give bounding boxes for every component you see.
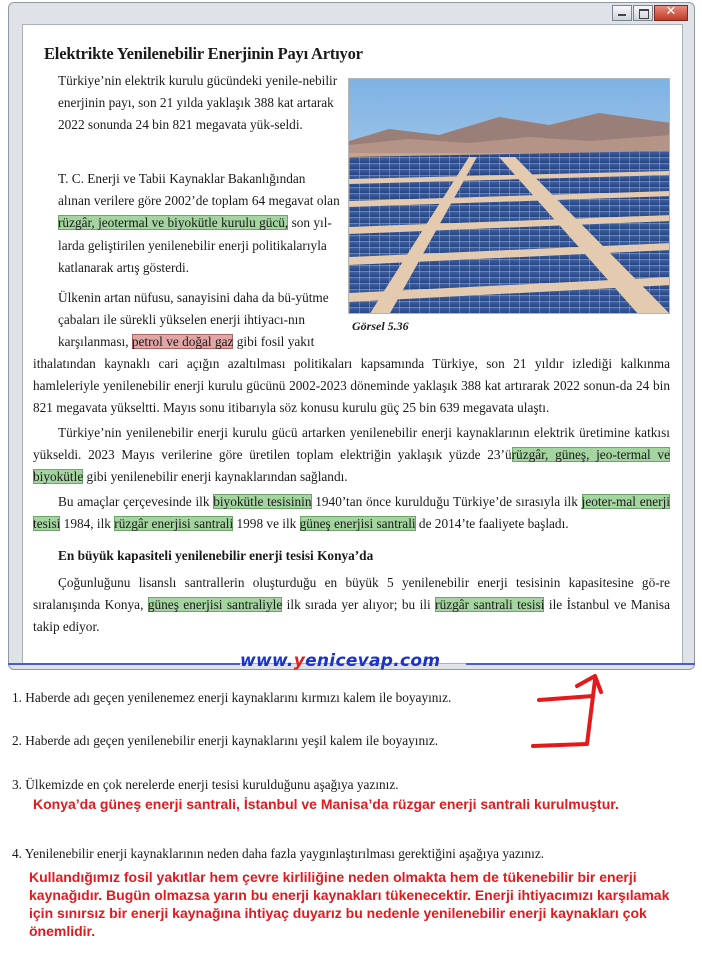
subheading: En büyük kapasiteli yenilenebilir enerji tesisi Konya’da [58, 548, 374, 563]
watermark-line-left [8, 663, 240, 665]
minimize-icon [618, 14, 626, 16]
watermark-line-right [466, 663, 695, 665]
highlight-nonrenewable: petrol ve doğal gaz [131, 334, 234, 350]
paragraph-4: Türkiye’nin yenilenebilir enerji kurulu gücü artarken yenilenebilir enerji kaynaklarının elektrik üretimine katkısı yükseldi. 2023 Mayıs verilerine göre üretilen toplam elektriğin yaklaşık yüzde 23’ürüzgâr, güneş, jeo-termal ve biyokütle gibi yenilenebilir enerji kaynaklarından sağlandı. [33, 425, 670, 485]
question-1: 1. Haberde adı geçen yenilenemez enerji kaynaklarını kırmızı kalem ile boyayınız. [12, 690, 452, 705]
highlight-renewable: jeoter-mal enerji tesisi [33, 494, 670, 532]
window-controls [611, 5, 688, 23]
solar-farm-photo [348, 78, 670, 314]
highlight-renewable: biyokütle tesisinin [213, 494, 312, 509]
paragraph-3: Ülkenin artan nüfusu, sanayisini daha da bü-yütme çabaları ile sürekli yükselen enerji ihtiyacı-nın karşılanması, petrol ve doğal gaz gibi fosil yakıt [58, 290, 329, 350]
question-2: 2. Haberde adı geçen yenilenebilir enerji kaynaklarını yeşil kalem ile boyayınız. [12, 733, 439, 748]
highlight-renewable: rüzgâr, jeotermal ve biyokütle kurulu gücü, [58, 215, 289, 231]
paragraph-5: Bu amaçlar çerçevesinde ilk biyokütle tesisinin 1940’tan önce kurulduğu Türkiye’de sırasıyla ilk jeoter-mal enerji tesisi 1984, ilk rüzgâr enerjisi santrali 1998 ve ilk güneş enerjisi santrali de 2014’te faaliyete başladı. [33, 494, 670, 532]
paragraph-3-continued: ithalatından kaynaklı cari açığın azaltılması politikaları kapsamında Türkiye, son 21 yıldır izlediği kalkınma hamleleriyle yenilenebilir enerji kurulu gücünü 2002-2023 döneminde yaklaşık 388 kat artırarak 2022 sonun-da 24 bin 821 megavata yükseltti. Mayıs sonu itibarıyla söz konusu kurulu güç 25 bin 639 megavata ulaştı. [33, 356, 670, 416]
highlight-renewable: rüzgâr enerjisi santrali [114, 516, 234, 532]
highlight-renewable: rüzgâr santrali tesisi [435, 597, 545, 613]
answer-3: Konya’da güneş enerji santrali, İstanbul ve Manisa’da rüzgar enerji santrali kurulmuştur. [33, 796, 619, 812]
close-icon: ✕ [665, 4, 677, 19]
maximize-icon [639, 9, 649, 19]
maximize-button[interactable] [633, 5, 653, 21]
paragraph-6: Çoğunluğunu lisanslı santrallerin oluşturduğu en büyük 5 yenilenebilir enerji tesisinin kapasitesine gö-re sıralanışında Konya, güneş enerjisi santraliyle ilk sırada yer alıyor; bu ili rüzgâr santrali tesisi ile İstanbul ve Manisa takip ediyor. [33, 575, 670, 635]
answer-4: Kullandığımız fosil yakıtlar hem çevre kirliliğine neden olmakta hem de tükenebilir bir enerji kaynağıdır. Bugün olmazsa yarın bu enerji kaynakları tükenecektir. Enerji ihtiyacımızı karşılamak için sınırsız bir enerji kaynağına ihtiyaç duyarız bu nedenle yenilenebilir enerji kaynakları çok önemlidir. [29, 869, 670, 939]
article-title: Elektrikte Yenilenebilir Enerjinin Payı Artıyor [44, 44, 363, 63]
paragraph-2: T. C. Enerji ve Tabii Kaynaklar Bakanlığından alınan verilere göre 2002’de toplam 64 megavat olan rüzgâr, jeotermal ve biyokütle kurulu gücü, son yıl-larda geliştirilen yenilenebilir enerji politikalarıyla katlanarak artış gösterdi. [58, 171, 340, 275]
site-watermark: www.yenicevap.com [240, 651, 441, 671]
highlight-renewable: güneş enerjisi santrali [299, 516, 416, 532]
highlight-renewable: güneş enerjisi santraliyle [147, 597, 283, 613]
minimize-button[interactable] [612, 5, 632, 21]
paragraph-1: Türkiye’nin elektrik kurulu gücündeki yenile-nebilir enerjinin payı, son 21 yılda yaklaşık 388 kat artarak 2022 sonunda 24 bin 821 megavata yük-seldi. [58, 73, 338, 133]
close-button[interactable] [654, 5, 688, 21]
question-3: 3. Ülkemizde en çok nerelerde enerji tesisi kurulduğunu aşağıya yazınız. [12, 777, 399, 792]
question-4: 4. Yenilenebilir enerji kaynaklarının neden daha fazla yaygınlaştırılması gerektiğini aşağıya yazınız. [12, 846, 545, 861]
highlight-renewable: rüzgâr, güneş, jeo-termal ve biyokütle [33, 447, 670, 485]
red-arrow-annotation [525, 672, 615, 754]
photo-caption: Görsel 5.36 [352, 319, 409, 333]
